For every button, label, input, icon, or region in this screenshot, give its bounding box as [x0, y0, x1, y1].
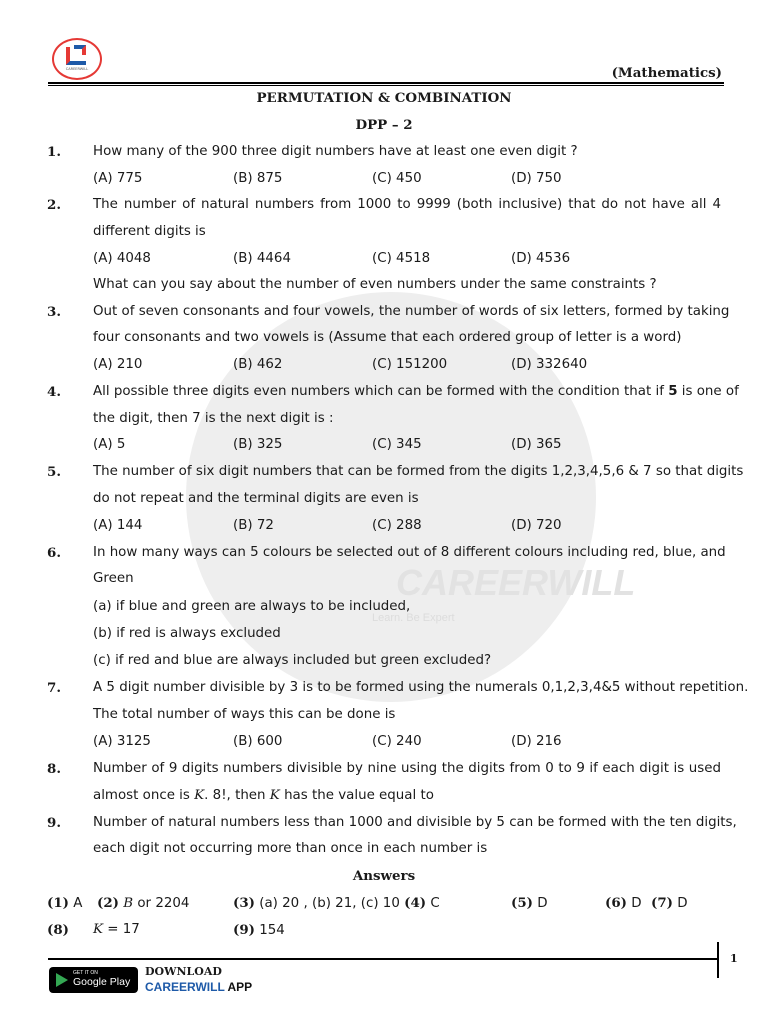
option-b: (B) 462 — [233, 357, 283, 372]
question-number: 3. — [47, 304, 61, 320]
question-text: A 5 digit number divisible by 3 is to be formed using the numerals 0,1,2,3,4&5 without repetition. — [93, 680, 749, 695]
question-text: The total number of ways this can be done is — [93, 707, 396, 722]
question-number: 6. — [47, 545, 61, 561]
answer-9: (9) 154 — [233, 922, 285, 938]
answer-5: (5) D — [511, 895, 548, 911]
option-b: (B) 875 — [233, 171, 283, 186]
option-c: (C) 288 — [372, 518, 422, 533]
google-play-badge[interactable] — [49, 967, 138, 993]
careerwill-logo-icon — [52, 38, 102, 80]
question-subpart: (b) if red is always excluded — [93, 626, 281, 641]
gplay-big-text: Google Play — [73, 976, 131, 988]
page-number: 1 — [730, 952, 738, 965]
question-text: each digit not occurring more than once in each number is — [93, 841, 488, 856]
answer-8-number: (8) — [47, 922, 69, 938]
question-text: In how many ways can 5 colours be selected out of 8 different colours including red, blue, and — [93, 545, 726, 560]
app-label: CAREERWILL APP — [145, 980, 253, 994]
question-number: 2. — [47, 197, 61, 213]
footer-divider — [717, 942, 719, 978]
answer-6: (6) D — [605, 895, 642, 911]
question-number: 4. — [47, 384, 61, 400]
watermark-brand: CAREERWILL — [396, 562, 636, 603]
subject-label: (Mathematics) — [611, 65, 722, 81]
page-subtitle: DPP – 2 — [355, 117, 413, 133]
option-d: (D) 332640 — [511, 357, 588, 372]
question-text: The number of six digit numbers that can be formed from the digits 1,2,3,4,5,6 & 7 so that digits — [93, 464, 744, 479]
page-title: PERMUTATION & COMBINATION — [256, 90, 512, 106]
answer-2: (2) B or 2204 — [97, 895, 190, 911]
answer-8-value: K = 17 — [93, 922, 140, 937]
answer-1: (1) A — [47, 895, 83, 911]
question-text: almost once is K. 8!, then K has the value equal to — [93, 788, 434, 803]
gplay-small-text: GET IT ON — [73, 970, 98, 976]
google-play-icon — [56, 973, 68, 987]
option-c: (C) 450 — [372, 171, 422, 186]
question-text: different digits is — [93, 224, 206, 239]
option-c: (C) 240 — [372, 734, 422, 749]
option-b: (B) 325 — [233, 437, 283, 452]
question-subpart: (c) if red and blue are always included but green excluded? — [93, 653, 492, 668]
question-number: 1. — [47, 144, 61, 160]
option-a: (A) 5 — [93, 437, 126, 452]
watermark-tagline: Learn. Be Expert — [372, 612, 455, 624]
option-d: (D) 720 — [511, 518, 562, 533]
question-number: 7. — [47, 680, 61, 696]
question-number: 8. — [47, 761, 61, 777]
download-label: DOWNLOAD — [145, 965, 222, 978]
option-d: (D) 365 — [511, 437, 562, 452]
answer-7: (7) D — [651, 895, 688, 911]
option-c: (C) 151200 — [372, 357, 448, 372]
option-b: (B) 4464 — [233, 251, 291, 266]
answer-3: (3) (a) 20 , (b) 21, (c) 10 (4) C — [233, 895, 440, 911]
option-a: (A) 210 — [93, 357, 143, 372]
question-subpart: (a) if blue and green are always to be included, — [93, 599, 411, 614]
header-rule — [48, 82, 724, 84]
option-b: (B) 600 — [233, 734, 283, 749]
option-a: (A) 144 — [93, 518, 143, 533]
option-d: (D) 4536 — [511, 251, 571, 266]
option-c: (C) 4518 — [372, 251, 431, 266]
question-text: four consonants and two vowels is (Assume that each ordered group of letter is a word) — [93, 330, 682, 345]
answers-heading: Answers — [352, 868, 416, 884]
option-a: (A) 4048 — [93, 251, 151, 266]
option-a: (A) 3125 — [93, 734, 151, 749]
question-text: Green — [93, 571, 134, 586]
footer-rule — [48, 958, 718, 960]
logo-caption: CAREERWILL — [65, 67, 89, 71]
question-text: Number of natural numbers less than 1000 and divisible by 5 can be formed with the ten digits, — [93, 815, 737, 830]
question-number: 9. — [47, 815, 61, 831]
option-c: (C) 345 — [372, 437, 422, 452]
question-text: The number of natural numbers from 1000 to 9999 (both inclusive) that do not have all 4 — [93, 197, 721, 212]
option-d: (D) 216 — [511, 734, 562, 749]
question-text: How many of the 900 three digit numbers have at least one even digit ? — [93, 144, 578, 159]
option-a: (A) 775 — [93, 171, 143, 186]
question-text: Number of 9 digits numbers divisible by nine using the digits from 0 to 9 if each digit is used — [93, 761, 721, 776]
question-number: 5. — [47, 464, 61, 480]
header-rule-thin — [48, 85, 724, 86]
option-d: (D) 750 — [511, 171, 562, 186]
option-b: (B) 72 — [233, 518, 274, 533]
question-text: the digit, then 7 is the next digit is : — [93, 411, 334, 426]
question-text: Out of seven consonants and four vowels, the number of words of six letters, formed by taking — [93, 304, 730, 319]
question-extra: What can you say about the number of even numbers under the same constraints ? — [93, 277, 657, 292]
question-text: do not repeat and the terminal digits are even is — [93, 491, 419, 506]
question-text: All possible three digits even numbers which can be formed with the condition that if 5 is one of — [93, 384, 739, 399]
